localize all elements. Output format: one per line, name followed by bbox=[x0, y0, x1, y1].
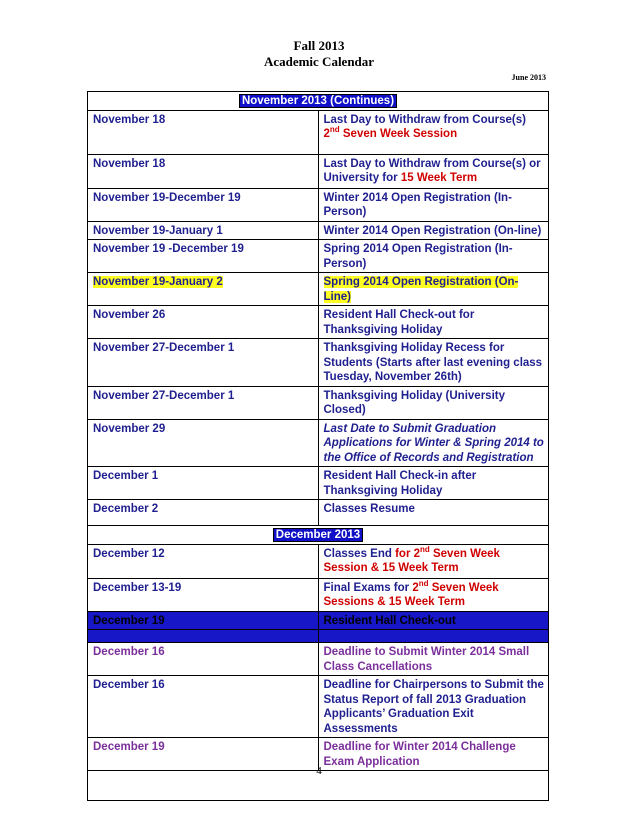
row-description: Deadline to Submit Winter 2014 Small Class Cancellations bbox=[318, 643, 549, 676]
row-date: December 16 bbox=[88, 676, 319, 738]
table-row bbox=[88, 643, 549, 676]
table-row bbox=[88, 676, 549, 738]
row-date: December 19 bbox=[88, 738, 319, 771]
revision-date: June 2013 bbox=[511, 73, 546, 82]
table-row-highlighted bbox=[88, 611, 549, 630]
table-row bbox=[88, 240, 549, 273]
row-description: Resident Hall Check-in after Thanksgiving Holiday bbox=[318, 467, 549, 500]
table-row bbox=[88, 154, 549, 188]
row-description: Thanksgiving Holiday Recess for Students (Starts after last evening class Tuesday, November 26th) bbox=[318, 339, 549, 387]
row-description: Last Day to Withdraw from Course(s) 2nd Seven Week Session bbox=[318, 110, 549, 154]
table-row bbox=[88, 500, 549, 526]
section-header-row bbox=[88, 92, 549, 111]
calendar-table bbox=[87, 91, 549, 801]
table-row bbox=[88, 110, 549, 154]
row-description: Thanksgiving Holiday (University Closed) bbox=[318, 386, 549, 419]
table-row bbox=[88, 419, 549, 467]
row-date: December 2 bbox=[88, 500, 319, 526]
row-date: December 12 bbox=[88, 544, 319, 578]
table-row bbox=[88, 386, 549, 419]
row-date: November 19-January 2 bbox=[88, 273, 319, 306]
row-date: November 19 -December 19 bbox=[88, 240, 319, 273]
table-row bbox=[88, 188, 549, 221]
section-title-november: November 2013 (Continues) bbox=[239, 94, 397, 108]
row-description: Winter 2014 Open Registration (On-line) bbox=[318, 221, 549, 240]
row-date: November 19-January 1 bbox=[88, 221, 319, 240]
table-row-spacer bbox=[88, 630, 549, 643]
row-description: Final Exams for 2nd Seven Week Sessions & 15 Week Term bbox=[318, 578, 549, 611]
table-row bbox=[88, 578, 549, 611]
row-date: December 1 bbox=[88, 467, 319, 500]
row-description: Spring 2014 Open Registration (On-Line) bbox=[318, 273, 549, 306]
row-description: Last Date to Submit Graduation Applications for Winter & Spring 2014 to the Office of Records and Registration bbox=[318, 419, 549, 467]
row-date: November 27-December 1 bbox=[88, 386, 319, 419]
row-date: November 18 bbox=[88, 110, 319, 154]
table-row bbox=[88, 467, 549, 500]
page-number: 4 bbox=[316, 765, 322, 777]
row-description: Spring 2014 Open Registration (In-Person) bbox=[318, 240, 549, 273]
row-date: December 16 bbox=[88, 643, 319, 676]
row-description: Classes End for 2nd Seven Week Session & 15 Week Term bbox=[318, 544, 549, 578]
row-date: November 18 bbox=[88, 154, 319, 188]
row-date: November 19-December 19 bbox=[88, 188, 319, 221]
table-row bbox=[88, 544, 549, 578]
section-header-row bbox=[88, 526, 549, 545]
row-description: Resident Hall Check-out for Thanksgiving Holiday bbox=[318, 306, 549, 339]
row-description: Winter 2014 Open Registration (In-Person) bbox=[318, 188, 549, 221]
row-description: Last Day to Withdraw from Course(s) or University for 15 Week Term bbox=[318, 154, 549, 188]
row-date: November 27-December 1 bbox=[88, 339, 319, 387]
row-date: December 19 bbox=[88, 611, 319, 630]
row-date: December 13-19 bbox=[88, 578, 319, 611]
table-row bbox=[88, 221, 549, 240]
row-description: Resident Hall Check-out bbox=[318, 611, 549, 630]
section-title-december: December 2013 bbox=[273, 528, 363, 542]
row-description: Classes Resume bbox=[318, 500, 549, 526]
document-term: Fall 2013 bbox=[293, 38, 345, 53]
row-description: Deadline for Chairpersons to Submit the Status Report of fall 2013 Graduation Applicants’ Graduation Exit Assessments bbox=[318, 676, 549, 738]
table-row bbox=[88, 306, 549, 339]
row-date: November 29 bbox=[88, 419, 319, 467]
table-row-highlighted bbox=[88, 273, 549, 306]
table-row bbox=[88, 339, 549, 387]
row-description: Deadline for Winter 2014 Challenge Exam Application bbox=[318, 738, 549, 771]
document-title: Academic Calendar bbox=[263, 54, 375, 69]
row-date: November 26 bbox=[88, 306, 319, 339]
